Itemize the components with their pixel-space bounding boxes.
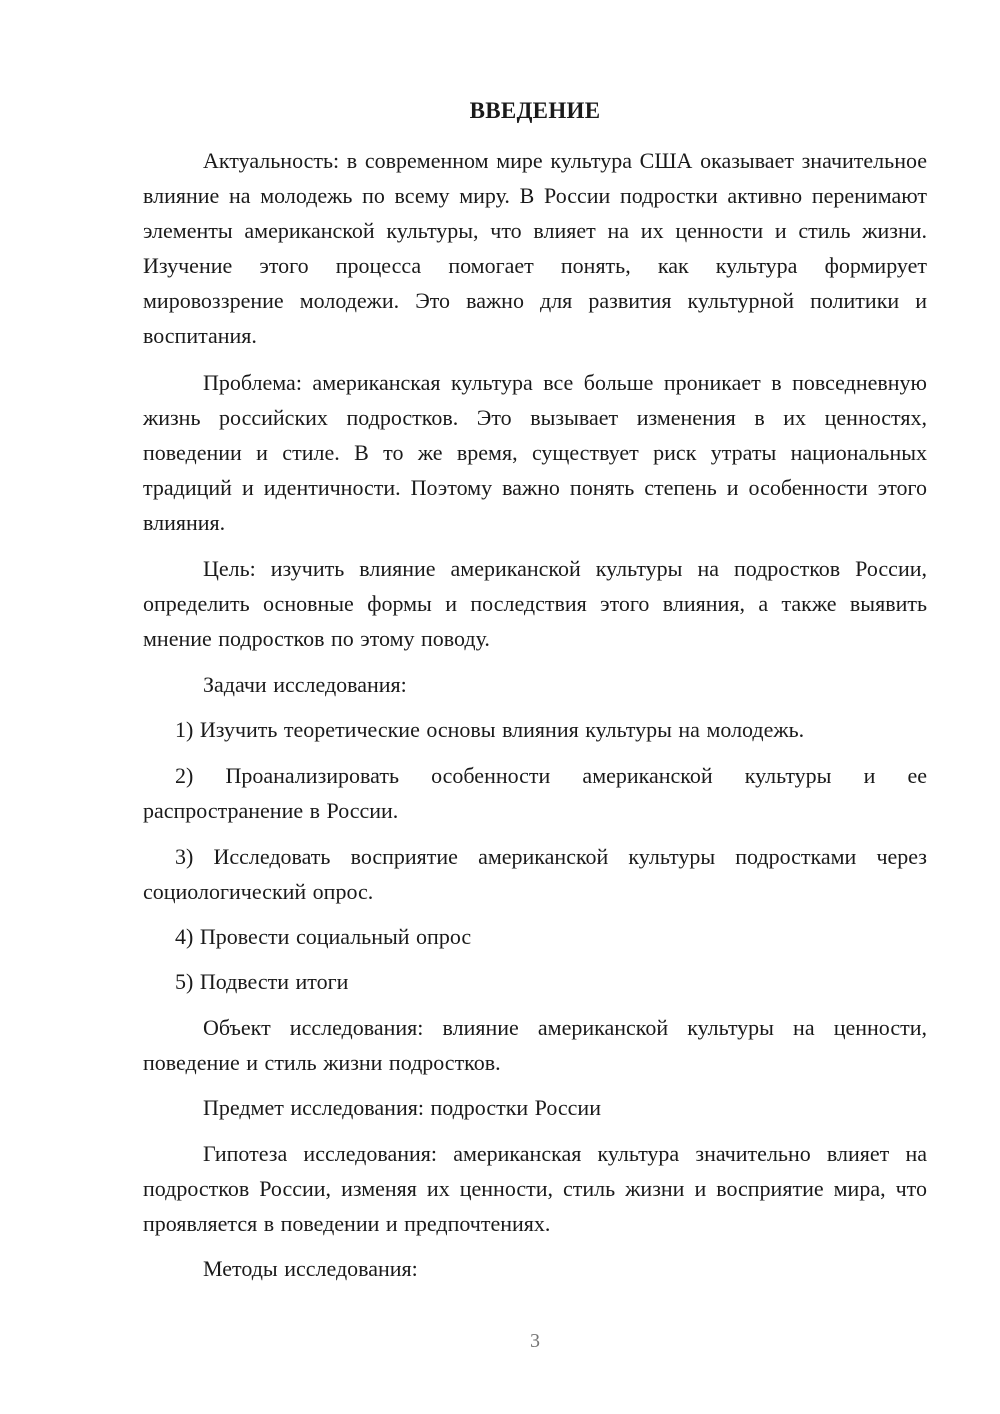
tasks-title: Задачи исследования:	[203, 672, 407, 697]
methods-title: Методы исследования:	[203, 1256, 418, 1281]
task-item-5: 5) Подвести итоги	[175, 969, 349, 994]
task-item-1: 1) Изучить теоретические основы влияния культуры на молодежь.	[175, 717, 805, 742]
relevance-paragraph: Актуальность: в современном мире культура США оказывает значительное влияние на молодежь по всему миру. В России подростки активно перенимают элементы американской культуры, что влияет на их ценности и стиль жизни. Изучение этого процесса помогает понять, как культура формирует мировоззрение молодежи. Это важно для развития культурной политики и воспитания.	[143, 148, 927, 348]
problem-paragraph: Проблема: американская культура все больше проникает в повседневную жизнь российских подростков. Это вызывает изменения в их ценностях, поведении и стиле. В то же время, существует риск утраты национальных традиций и идентичности. Поэтому важно понять степень и особенности этого влияния.	[143, 370, 927, 535]
object-paragraph: Объект исследования: влияние американской культуры на ценности, поведение и стиль жизни подростков.	[143, 1015, 927, 1075]
task-item-3: 3) Исследовать восприятие американской культуры подростками через социологический опрос.	[143, 844, 927, 904]
subject-paragraph: Предмет исследования: подростки России	[203, 1095, 601, 1120]
hypothesis-paragraph: Гипотеза исследования: американская культура значительно влияет на подростков России, изменяя их ценности, стиль жизни и восприятие мира, что проявляется в поведении и предпочтениях.	[143, 1141, 927, 1236]
task-item-2: 2) Проанализировать особенности американской культуры и ее распространение в России.	[143, 763, 927, 823]
task-item-4: 4) Провести социальный опрос	[175, 924, 472, 949]
goal-paragraph: Цель: изучить влияние американской культуры на подростков России, определить основные формы и последствия этого влияния, а также выявить мнение подростков по этому поводу.	[143, 556, 927, 651]
page-number: 3	[530, 1330, 540, 1352]
page-title: ВВЕДЕНИЕ	[469, 98, 601, 123]
